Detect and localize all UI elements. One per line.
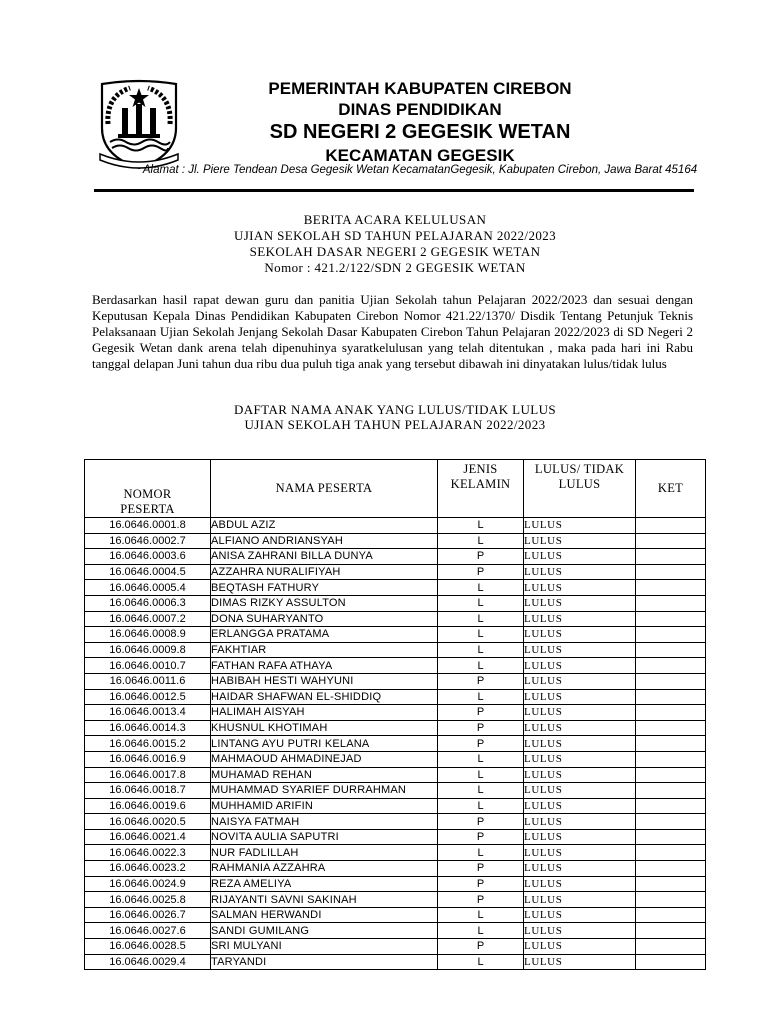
participant-number: 16.0646.0005.4 [85, 580, 211, 596]
remarks [636, 720, 706, 736]
graduation-status: LULUS [524, 705, 636, 721]
table-row [85, 798, 706, 814]
table-row [85, 923, 706, 939]
participant-number: 16.0646.0002.7 [85, 533, 211, 549]
table-row [85, 518, 706, 534]
table-row [85, 533, 706, 549]
participant-number: 16.0646.0011.6 [85, 673, 211, 689]
participant-name: SALMAN HERWANDI [211, 907, 438, 923]
table-row [85, 580, 706, 596]
remarks [636, 705, 706, 721]
remarks [636, 923, 706, 939]
participant-name: AZZAHRA NURALIFIYAH [211, 564, 438, 580]
table-row [85, 720, 706, 736]
participant-gender: L [438, 954, 524, 970]
graduation-status: LULUS [524, 861, 636, 877]
participant-name: DONA SUHARYANTO [211, 611, 438, 627]
participant-name: MUHAMMAD SYARIEF DURRAHMAN [211, 783, 438, 799]
table-row [85, 689, 706, 705]
table-row [85, 845, 706, 861]
remarks [636, 861, 706, 877]
table-row [85, 736, 706, 752]
participant-number: 16.0646.0012.5 [85, 689, 211, 705]
participant-number: 16.0646.0024.9 [85, 876, 211, 892]
graduation-status: LULUS [524, 798, 636, 814]
body-paragraph: Berdasarkan hasil rapat dewan guru dan panitia Ujian Sekolah tahun Pelajaran 2022/2023 dan sesuai dengan Keputusan Kepala Dinas Pendidikan Kabupaten Cirebon Nomor 421.22/1370/ Disdik Tentang Petunjuk Teknis Pelaksanaan Ujian Sekolah Jenjang Sekolah Dasar Kabupaten Cirebon Tahun Pelajaran 2022/2023 di SD Negeri 2 Gegesik Wetan dank arena telah dipenuhinya syaratkelulusan yang telah ditentukan , maka pada hari ini Rabu tanggal delapan Juni tahun dua ribu dua puluh tiga anak yang tersebut dibawah ini dinyatakan lulus/tidak lulus [92, 292, 693, 371]
remarks [636, 533, 706, 549]
district-name: KECAMATAN GEGESIK [325, 146, 515, 165]
participant-number: 16.0646.0009.8 [85, 642, 211, 658]
participant-number: 16.0646.0016.9 [85, 751, 211, 767]
remarks [636, 549, 706, 565]
table-row [85, 892, 706, 908]
participant-number: 16.0646.0029.4 [85, 954, 211, 970]
graduation-status: LULUS [524, 689, 636, 705]
participant-gender: P [438, 892, 524, 908]
table-row [85, 595, 706, 611]
participant-gender: L [438, 751, 524, 767]
participant-gender: L [438, 580, 524, 596]
participant-number: 16.0646.0027.6 [85, 923, 211, 939]
list-title-line-1: DAFTAR NAMA ANAK YANG LULUS/TIDAK LULUS [233, 402, 557, 417]
title-line-2: UJIAN SEKOLAH SD TAHUN PELAJARAN 2022/2023 [233, 228, 557, 243]
participant-name: TARYANDI [211, 954, 438, 970]
participant-number: 16.0646.0020.5 [85, 814, 211, 830]
table-row [85, 658, 706, 674]
participant-number: 16.0646.0023.2 [85, 861, 211, 877]
table-row [85, 783, 706, 799]
remarks [636, 689, 706, 705]
participant-gender: L [438, 533, 524, 549]
graduation-status: LULUS [524, 533, 636, 549]
participant-name: HALIMAH AISYAH [211, 705, 438, 721]
participant-gender: L [438, 767, 524, 783]
remarks [636, 907, 706, 923]
graduation-status: LULUS [524, 876, 636, 892]
table-row [85, 705, 706, 721]
title-line-1: BERITA ACARA KELULUSAN [303, 212, 487, 227]
table-header-row [85, 460, 706, 518]
remarks [636, 673, 706, 689]
participant-number: 16.0646.0006.3 [85, 595, 211, 611]
graduation-status: LULUS [524, 751, 636, 767]
remarks [636, 595, 706, 611]
letterhead-divider [94, 189, 694, 192]
participant-name: NUR FADLILLAH [211, 845, 438, 861]
participant-name: ANISA ZAHRANI BILLA DUNYA [211, 549, 438, 565]
graduation-status: LULUS [524, 939, 636, 955]
table-row [85, 876, 706, 892]
participant-name: RAHMANIA AZZAHRA [211, 861, 438, 877]
participant-gender: L [438, 658, 524, 674]
school-address: Alamat : Jl. Piere Tendean Desa Gegesik Wetan KecamatanGegesik, Kabupaten Cirebon, Jawa Barat 45164 [142, 164, 698, 176]
graduation-status: LULUS [524, 564, 636, 580]
participant-gender: P [438, 861, 524, 877]
participant-gender: P [438, 705, 524, 721]
table-row [85, 751, 706, 767]
graduation-status: LULUS [524, 892, 636, 908]
participant-gender: L [438, 627, 524, 643]
participant-name: MAHMAOUD AHMADINEJAD [211, 751, 438, 767]
participant-name: HAIDAR SHAFWAN EL-SHIDDIQ [211, 689, 438, 705]
table-row [85, 673, 706, 689]
graduation-status: LULUS [524, 845, 636, 861]
participant-gender: L [438, 689, 524, 705]
graduation-table [84, 459, 706, 970]
graduation-status: LULUS [524, 658, 636, 674]
table-row [85, 564, 706, 580]
participant-number: 16.0646.0007.2 [85, 611, 211, 627]
participant-name: FATHAN RAFA ATHAYA [211, 658, 438, 674]
participant-number: 16.0646.0014.3 [85, 720, 211, 736]
remarks [636, 658, 706, 674]
graduation-status: LULUS [524, 627, 636, 643]
document-title [100, 212, 690, 276]
participant-gender: L [438, 845, 524, 861]
participant-name: MUHHAMID ARIFIN [211, 798, 438, 814]
participant-gender: P [438, 720, 524, 736]
participant-number: 16.0646.0025.8 [85, 892, 211, 908]
remarks [636, 798, 706, 814]
participant-number: 16.0646.0021.4 [85, 829, 211, 845]
participant-number: 16.0646.0022.3 [85, 845, 211, 861]
participant-name: LINTANG AYU PUTRI KELANA [211, 736, 438, 752]
header-lulus: LULUS/ TIDAK LULUS [524, 460, 636, 518]
participant-gender: P [438, 673, 524, 689]
table-row [85, 549, 706, 565]
remarks [636, 751, 706, 767]
graduation-status: LULUS [524, 642, 636, 658]
remarks [636, 518, 706, 534]
participant-number: 16.0646.0015.2 [85, 736, 211, 752]
remarks [636, 892, 706, 908]
participant-gender: L [438, 611, 524, 627]
table-row [85, 829, 706, 845]
participant-name: NOVITA AULIA SAPUTRI [211, 829, 438, 845]
graduation-status: LULUS [524, 595, 636, 611]
graduation-status: LULUS [524, 814, 636, 830]
participant-name: ABDUL AZIZ [211, 518, 438, 534]
table-row [85, 767, 706, 783]
graduation-status: LULUS [524, 673, 636, 689]
letterhead [190, 78, 650, 167]
remarks [636, 767, 706, 783]
remarks [636, 954, 706, 970]
participant-gender: L [438, 907, 524, 923]
graduation-status: LULUS [524, 720, 636, 736]
table-row [85, 907, 706, 923]
graduation-status: LULUS [524, 907, 636, 923]
participant-gender: L [438, 923, 524, 939]
participant-name: ERLANGGA PRATAMA [211, 627, 438, 643]
participant-gender: P [438, 736, 524, 752]
participant-gender: L [438, 783, 524, 799]
header-jenis-kelamin: JENIS KELAMIN [438, 460, 524, 518]
remarks [636, 939, 706, 955]
participant-name: SANDI GUMILANG [211, 923, 438, 939]
participant-number: 16.0646.0018.7 [85, 783, 211, 799]
participant-name: KHUSNUL KHOTIMAH [211, 720, 438, 736]
participant-number: 16.0646.0019.6 [85, 798, 211, 814]
remarks [636, 876, 706, 892]
remarks [636, 736, 706, 752]
participant-number: 16.0646.0010.7 [85, 658, 211, 674]
table-body [85, 518, 706, 970]
participant-name: ALFIANO ANDRIANSYAH [211, 533, 438, 549]
remarks [636, 845, 706, 861]
graduation-status: LULUS [524, 611, 636, 627]
table-row [85, 611, 706, 627]
participant-name: FAKHTIAR [211, 642, 438, 658]
participant-gender: P [438, 939, 524, 955]
table-row [85, 939, 706, 955]
participant-name: DIMAS RIZKY ASSULTON [211, 595, 438, 611]
graduation-status: LULUS [524, 829, 636, 845]
remarks [636, 580, 706, 596]
table-row [85, 627, 706, 643]
participant-gender: L [438, 798, 524, 814]
graduation-status: LULUS [524, 767, 636, 783]
school-name: SD NEGERI 2 GEGESIK WETAN [269, 121, 571, 143]
list-title-line-2: UJIAN SEKOLAH TAHUN PELAJARAN 2022/2023 [244, 417, 546, 432]
participant-number: 16.0646.0001.8 [85, 518, 211, 534]
remarks [636, 611, 706, 627]
participant-gender: P [438, 549, 524, 565]
participant-number: 16.0646.0003.6 [85, 549, 211, 565]
participant-name: MUHAMAD REHAN [211, 767, 438, 783]
remarks [636, 829, 706, 845]
cirebon-regency-emblem-icon [96, 78, 182, 170]
participant-gender: P [438, 876, 524, 892]
participant-name: REZA AMELIYA [211, 876, 438, 892]
participant-gender: P [438, 564, 524, 580]
table-row [85, 954, 706, 970]
participant-number: 16.0646.0017.8 [85, 767, 211, 783]
participant-gender: P [438, 829, 524, 845]
remarks [636, 783, 706, 799]
participant-number: 16.0646.0004.5 [85, 564, 211, 580]
graduation-status: LULUS [524, 549, 636, 565]
remarks [636, 627, 706, 643]
participant-name: RIJAYANTI SAVNI SAKINAH [211, 892, 438, 908]
graduation-status: LULUS [524, 954, 636, 970]
graduation-status: LULUS [524, 580, 636, 596]
government-name: PEMERINTAH KABUPATEN CIREBON [268, 79, 572, 98]
header-nama-peserta: NAMA PESERTA [211, 460, 438, 518]
participant-name: HABIBAH HESTI WAHYUNI [211, 673, 438, 689]
graduation-status: LULUS [524, 518, 636, 534]
list-title [100, 402, 690, 432]
participant-gender: L [438, 642, 524, 658]
remarks [636, 814, 706, 830]
header-nomor-peserta: NOMOR PESERTA [85, 460, 211, 518]
graduation-status: LULUS [524, 783, 636, 799]
participant-number: 16.0646.0013.4 [85, 705, 211, 721]
table-row [85, 861, 706, 877]
department-name: DINAS PENDIDIKAN [338, 100, 502, 119]
header-ket: KET [636, 460, 706, 518]
participant-gender: L [438, 518, 524, 534]
table-row [85, 642, 706, 658]
participant-number: 16.0646.0026.7 [85, 907, 211, 923]
remarks [636, 642, 706, 658]
remarks [636, 564, 706, 580]
graduation-status: LULUS [524, 736, 636, 752]
participant-gender: L [438, 595, 524, 611]
graduation-status: LULUS [524, 923, 636, 939]
document-number: Nomor : 421.2/122/SDN 2 GEGESIK WETAN [264, 260, 526, 275]
participant-number: 16.0646.0008.9 [85, 627, 211, 643]
title-line-3: SEKOLAH DASAR NEGERI 2 GEGESIK WETAN [249, 244, 541, 259]
participant-name: SRI MULYANI [211, 939, 438, 955]
participant-number: 16.0646.0028.5 [85, 939, 211, 955]
table-row [85, 814, 706, 830]
participant-gender: P [438, 814, 524, 830]
participant-name: NAISYA FATMAH [211, 814, 438, 830]
participant-name: BEQTASH FATHURY [211, 580, 438, 596]
